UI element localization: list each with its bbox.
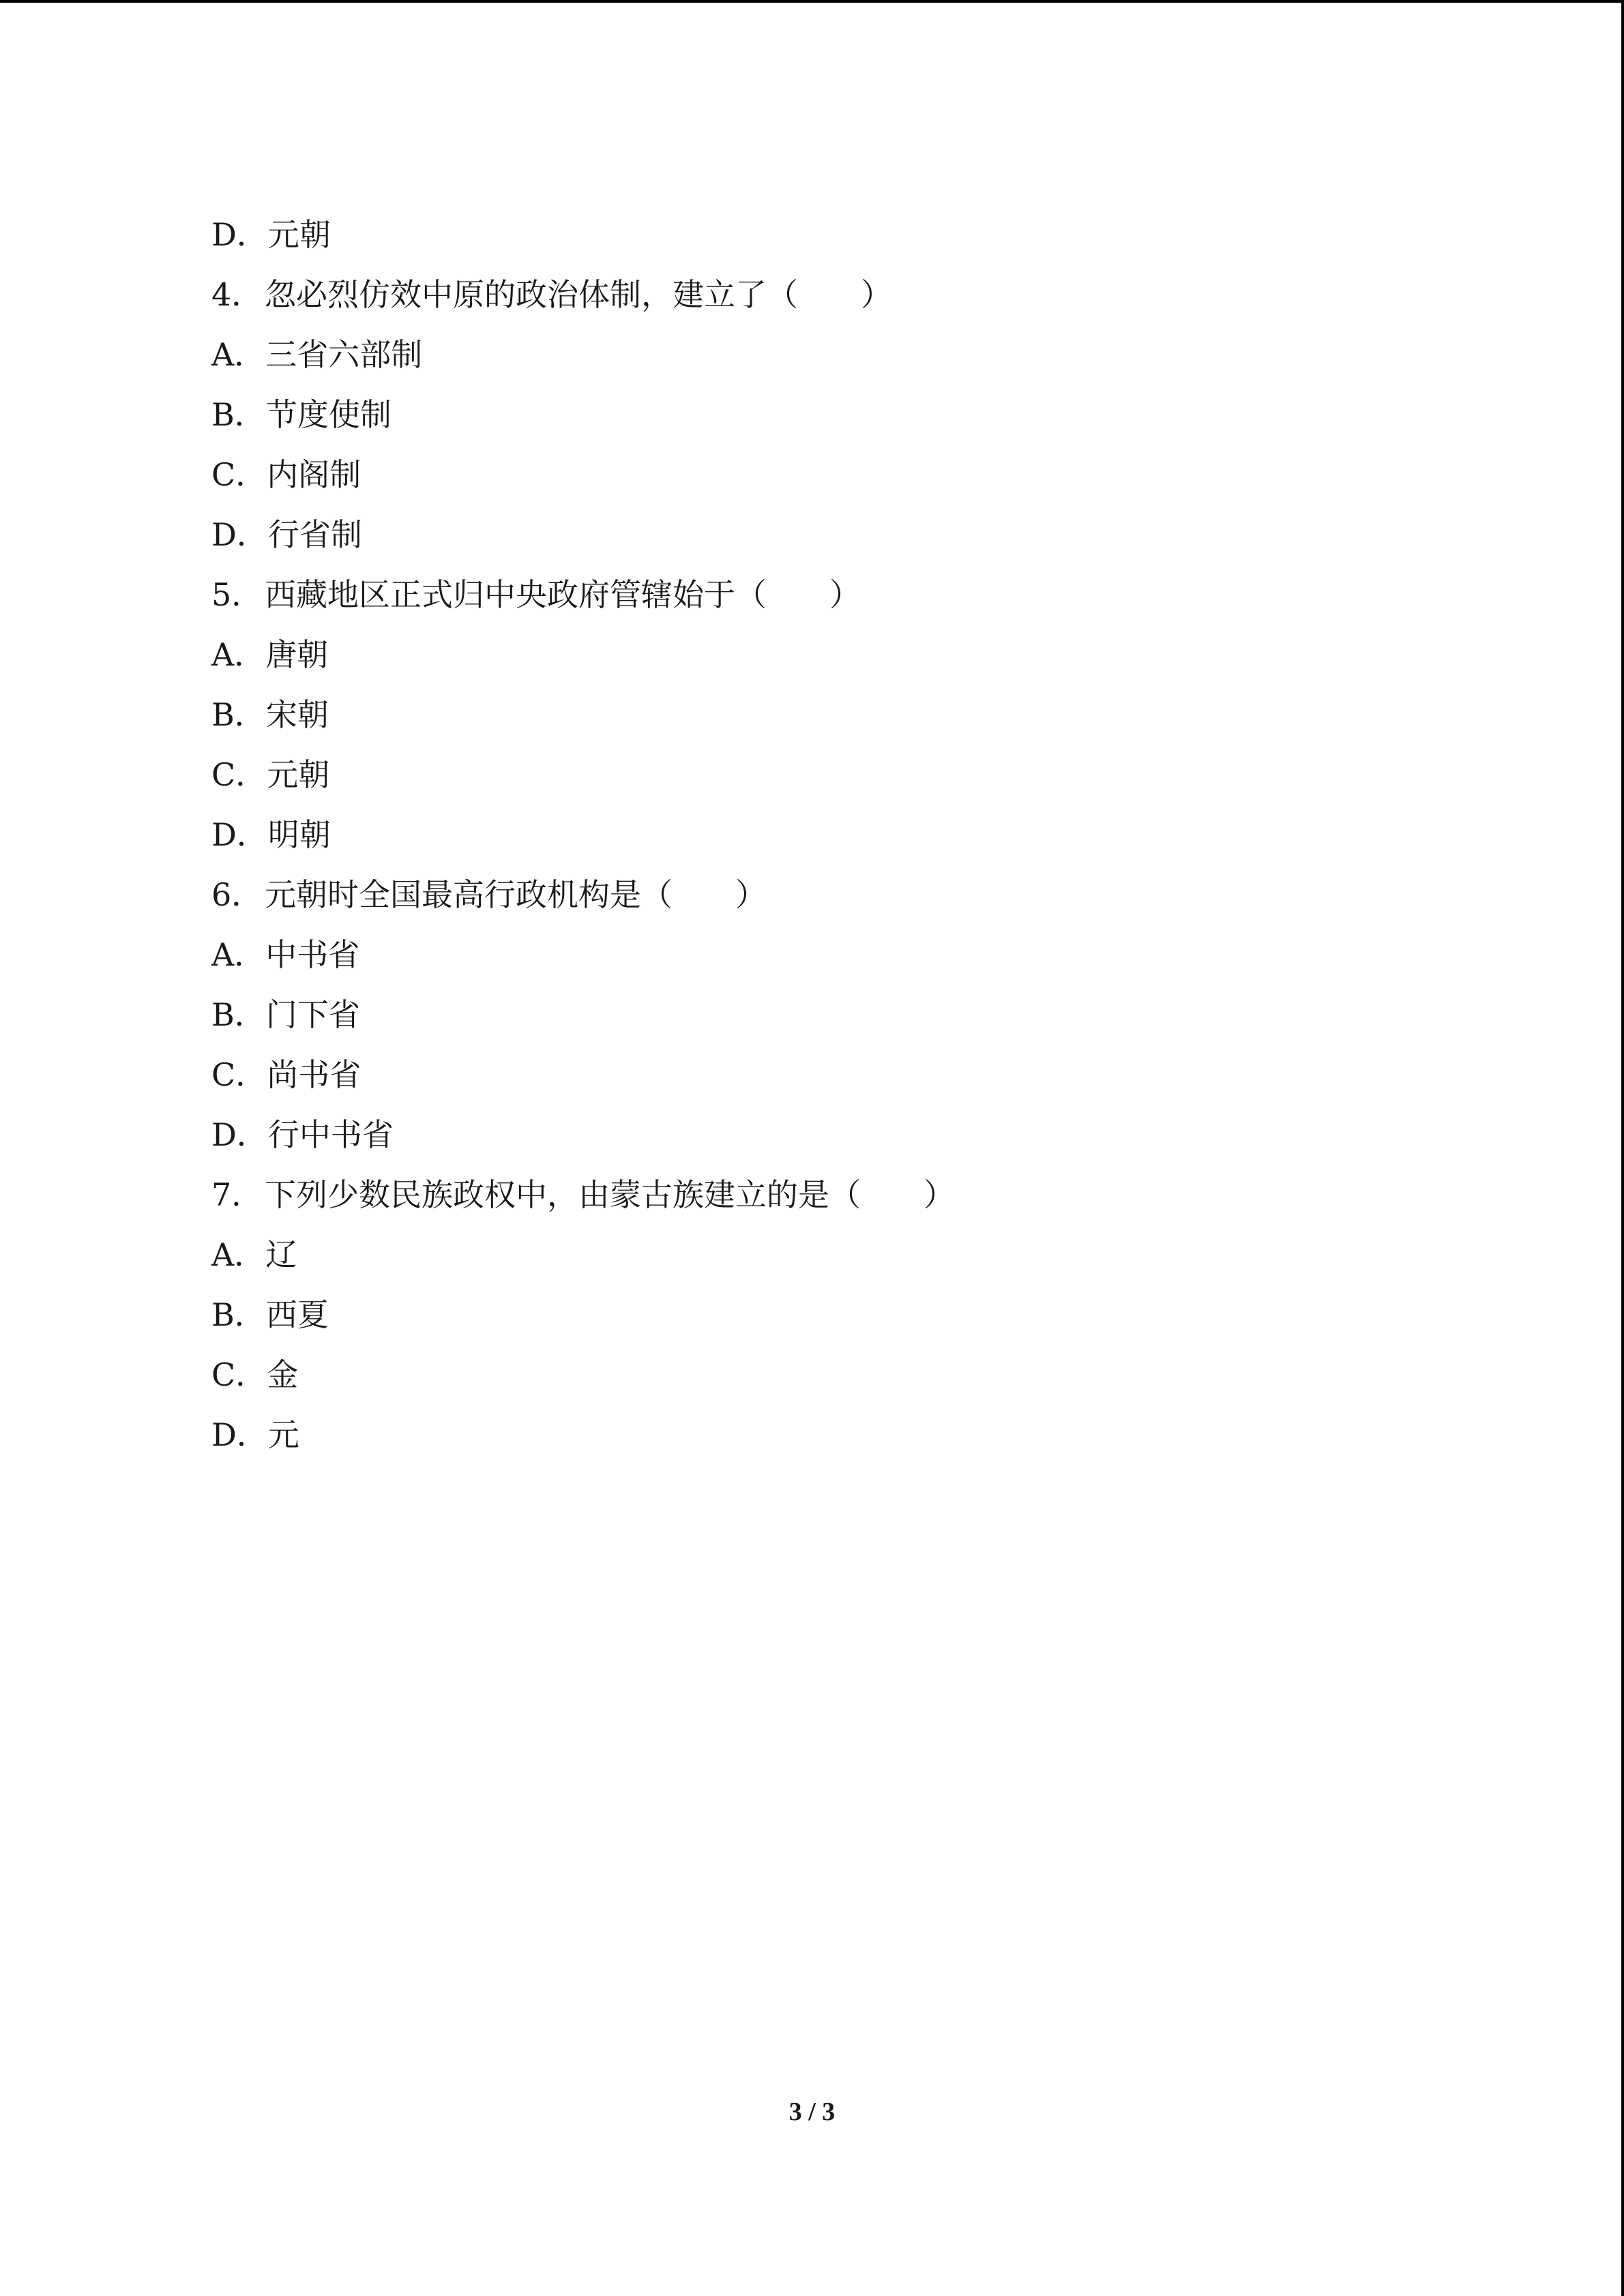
option-line: [211, 1105, 1507, 1165]
option-line: [211, 625, 1507, 685]
option-marker: A．: [211, 1236, 266, 1273]
option-marker: B．: [211, 396, 266, 433]
option-line: [211, 205, 1507, 265]
question-content: [211, 205, 1507, 1465]
question-line: [211, 265, 1507, 325]
top-border: [0, 0, 1624, 3]
option-marker: D．: [211, 1116, 268, 1153]
option-marker: B．: [211, 996, 266, 1033]
option-text: 唐朝: [265, 636, 329, 673]
option-marker: B．: [211, 1296, 266, 1333]
option-text: 门下省: [265, 996, 360, 1033]
option-line: [211, 1405, 1507, 1465]
page-number: 3 / 3: [788, 2098, 836, 2126]
question-text: 西藏地区正式归中央政府管辖始于（ ）: [265, 576, 861, 613]
option-marker: C．: [211, 756, 267, 793]
option-marker: A．: [211, 936, 266, 973]
right-border: [1621, 0, 1624, 2296]
option-line: [211, 325, 1507, 385]
question-number: 7．: [211, 1176, 263, 1213]
option-line: [211, 1045, 1507, 1105]
option-marker: A．: [211, 636, 266, 673]
option-text: 三省六部制: [265, 336, 423, 373]
option-text: 元朝: [267, 756, 330, 793]
option-line: [211, 745, 1507, 805]
option-line: [211, 1345, 1507, 1405]
option-marker: D．: [211, 816, 268, 853]
option-text: 节度使制: [265, 396, 392, 433]
option-line: [211, 805, 1507, 865]
question-line: [211, 865, 1507, 925]
option-marker: C．: [211, 1056, 267, 1093]
option-text: 元朝: [267, 216, 331, 253]
option-text: 金: [267, 1356, 299, 1393]
option-marker: B．: [211, 696, 266, 733]
question-line: [211, 565, 1507, 625]
question-number: 5．: [211, 576, 263, 613]
option-line: [211, 385, 1507, 445]
question-number: 4．: [211, 276, 263, 313]
question-line: [211, 1165, 1507, 1225]
option-marker: D．: [211, 516, 268, 553]
option-marker: C．: [211, 456, 267, 493]
option-text: 辽: [265, 1236, 297, 1273]
option-text: 行中书省: [267, 1116, 394, 1153]
option-marker: C．: [211, 1356, 267, 1393]
option-text: 行省制: [267, 516, 362, 553]
option-text: 元: [267, 1416, 299, 1453]
option-marker: D．: [211, 1416, 268, 1453]
option-text: 中书省: [265, 936, 360, 973]
option-text: 明朝: [267, 816, 331, 853]
option-text: 西夏: [265, 1296, 329, 1333]
option-marker: A．: [211, 336, 266, 373]
option-line: [211, 1285, 1507, 1345]
question-text: 下列少数民族政权中，由蒙古族建立的是（ ）: [265, 1176, 955, 1213]
question-text: 忽必烈仿效中原的政治体制，建立了（ ）: [265, 276, 892, 313]
option-marker: D．: [211, 216, 268, 253]
option-line: [211, 985, 1507, 1045]
option-text: 内阁制: [267, 456, 361, 493]
option-line: [211, 925, 1507, 985]
option-text: 尚书省: [267, 1056, 361, 1093]
option-line: [211, 685, 1507, 745]
question-number: 6．: [211, 876, 263, 913]
option-line: [211, 445, 1507, 505]
option-text: 宋朝: [265, 696, 329, 733]
option-line: [211, 1225, 1507, 1285]
question-text: 元朝时全国最高行政机构是（ ）: [265, 876, 767, 913]
option-line: [211, 505, 1507, 565]
